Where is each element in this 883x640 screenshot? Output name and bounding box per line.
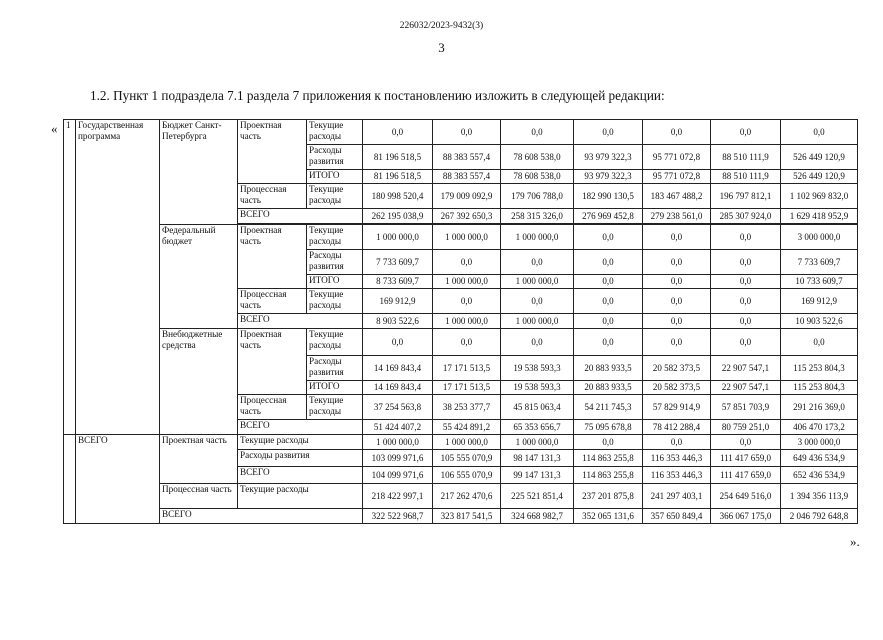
item-itogo-cell: ИТОГО [307, 170, 363, 184]
item-current-cell: Текущие расходы [307, 225, 363, 250]
value-cell: 3 000 000,0 [781, 225, 858, 250]
value-cell: 10 733 609,7 [781, 275, 858, 289]
item-itogo-cell: ИТОГО [307, 275, 363, 289]
value-cell: 241 297 403,1 [643, 484, 711, 509]
value-cell: 93 979 322,3 [574, 145, 643, 170]
value-cell: 526 449 120,9 [781, 170, 858, 184]
value-cell: 225 521 851,4 [501, 484, 574, 509]
value-cell: 366 067 175,0 [711, 509, 781, 524]
value-cell: 267 392 650,3 [433, 209, 501, 224]
value-cell: 8 733 609,7 [363, 275, 433, 289]
value-cell: 0,0 [711, 275, 781, 289]
value-cell: 22 907 547,1 [711, 356, 781, 381]
value-cell: 7 733 609,7 [781, 250, 858, 275]
value-cell: 1 102 969 832,0 [781, 184, 858, 209]
value-cell: 114 863 255,8 [574, 450, 643, 467]
value-cell: 217 262 470,6 [433, 484, 501, 509]
value-cell: 0,0 [574, 329, 643, 356]
value-cell: 0,0 [643, 120, 711, 145]
value-cell: 65 353 656,7 [501, 420, 574, 435]
value-cell: 88 383 557,4 [433, 145, 501, 170]
value-cell: 1 000 000,0 [501, 225, 574, 250]
closing-quote: ». [850, 534, 860, 549]
value-cell: 276 969 452,8 [574, 209, 643, 224]
value-cell: 0,0 [574, 289, 643, 314]
value-cell: 526 449 120,9 [781, 145, 858, 170]
value-cell: 0,0 [711, 435, 781, 450]
value-cell: 0,0 [433, 250, 501, 275]
value-cell: 54 211 745,3 [574, 395, 643, 420]
value-cell: 0,0 [574, 120, 643, 145]
value-cell: 0,0 [574, 314, 643, 329]
value-cell: 0,0 [363, 329, 433, 356]
item-current-cell: Текущие расходы [238, 484, 363, 509]
value-cell: 111 417 659,0 [711, 450, 781, 467]
item-itogo-cell: ИТОГО [307, 381, 363, 395]
value-cell: 258 315 326,0 [501, 209, 574, 224]
value-cell: 0,0 [501, 120, 574, 145]
value-cell: 406 470 173,2 [781, 420, 858, 435]
value-cell: 285 307 924,0 [711, 209, 781, 224]
value-cell: 10 903 522,6 [781, 314, 858, 329]
value-cell: 0,0 [643, 435, 711, 450]
value-cell: 357 650 849,4 [643, 509, 711, 524]
source-federal-cell: Федеральный бюджет [160, 225, 238, 329]
item-vsego-cell: ВСЕГО [238, 420, 363, 435]
value-cell: 51 424 407,2 [363, 420, 433, 435]
value-cell: 1 000 000,0 [501, 275, 574, 289]
value-cell: 323 817 541,5 [433, 509, 501, 524]
value-cell: 45 815 063,4 [501, 395, 574, 420]
value-cell: 88 510 111,9 [711, 145, 781, 170]
value-cell: 88 510 111,9 [711, 170, 781, 184]
value-cell: 88 383 557,4 [433, 170, 501, 184]
part-project-cell: Проектная часть [238, 225, 307, 289]
part-process-cell: Процессная часть [160, 484, 238, 509]
value-cell: 1 394 356 113,9 [781, 484, 858, 509]
value-cell: 1 629 418 952,9 [781, 209, 858, 224]
value-cell: 1 000 000,0 [363, 225, 433, 250]
value-cell: 116 353 446,3 [643, 450, 711, 467]
item-development-cell: Расходы развития [238, 450, 363, 467]
value-cell: 179 009 092,9 [433, 184, 501, 209]
item-development-cell: Расходы развития [307, 145, 363, 170]
value-cell: 0,0 [711, 329, 781, 356]
value-cell: 55 424 891,2 [433, 420, 501, 435]
value-cell: 180 998 520,4 [363, 184, 433, 209]
value-cell: 114 863 255,8 [574, 467, 643, 484]
value-cell: 0,0 [781, 120, 858, 145]
part-project-cell: Проектная часть [238, 120, 307, 184]
value-cell: 0,0 [433, 329, 501, 356]
item-current-cell: Текущие расходы [307, 395, 363, 420]
value-cell: 78 412 288,4 [643, 420, 711, 435]
value-cell: 0,0 [643, 289, 711, 314]
opening-quote: « [51, 121, 58, 136]
value-cell: 20 883 933,5 [574, 381, 643, 395]
value-cell: 20 883 933,5 [574, 356, 643, 381]
value-cell: 0,0 [574, 435, 643, 450]
value-cell: 98 147 131,3 [501, 450, 574, 467]
value-cell: 78 608 538,0 [501, 145, 574, 170]
value-cell: 0,0 [574, 275, 643, 289]
value-cell: 57 829 914,9 [643, 395, 711, 420]
value-cell: 0,0 [433, 120, 501, 145]
value-cell: 0,0 [643, 225, 711, 250]
value-cell: 0,0 [643, 275, 711, 289]
value-cell: 0,0 [501, 289, 574, 314]
value-cell: 17 171 513,5 [433, 356, 501, 381]
item-vsego-cell: ВСЕГО [238, 209, 363, 224]
item-current-cell: Текущие расходы [307, 184, 363, 209]
item-current-cell: Текущие расходы [307, 289, 363, 314]
item-current-cell: Текущие расходы [307, 120, 363, 145]
value-cell: 0,0 [501, 329, 574, 356]
value-cell: 0,0 [711, 120, 781, 145]
value-cell: 19 538 593,3 [501, 356, 574, 381]
value-cell: 7 733 609,7 [363, 250, 433, 275]
value-cell: 81 196 518,5 [363, 145, 433, 170]
value-cell: 0,0 [363, 120, 433, 145]
value-cell: 324 668 982,7 [501, 509, 574, 524]
source-extrabudget-cell: Внебюджетные средства [160, 329, 238, 435]
value-cell: 169 912,9 [781, 289, 858, 314]
value-cell: 0,0 [501, 250, 574, 275]
value-cell: 103 099 971,6 [363, 450, 433, 467]
item-development-cell: Расходы развития [307, 250, 363, 275]
value-cell: 322 522 968,7 [363, 509, 433, 524]
value-cell: 1 000 000,0 [433, 435, 501, 450]
value-cell: 0,0 [643, 314, 711, 329]
item-current-cell: Текущие расходы [238, 435, 363, 450]
value-cell: 179 706 788,0 [501, 184, 574, 209]
value-cell: 352 065 131,6 [574, 509, 643, 524]
part-project-cell: Проектная часть [160, 435, 238, 484]
amendment-paragraph: 1.2. Пункт 1 подраздела 7.1 раздела 7 приложения к постановлению изложить в следующей редакции: [90, 88, 665, 103]
value-cell: 8 903 522,6 [363, 314, 433, 329]
value-cell: 93 979 322,3 [574, 170, 643, 184]
value-cell: 20 582 373,5 [643, 356, 711, 381]
value-cell: 116 353 446,3 [643, 467, 711, 484]
value-cell: 1 000 000,0 [433, 314, 501, 329]
value-cell: 95 771 072,8 [643, 145, 711, 170]
value-cell: 0,0 [433, 289, 501, 314]
value-cell: 0,0 [711, 250, 781, 275]
value-cell: 0,0 [711, 225, 781, 250]
part-process-cell: Процессная часть [238, 184, 307, 209]
item-vsego-cell: ВСЕГО [238, 314, 363, 329]
value-cell: 14 169 843,4 [363, 381, 433, 395]
value-cell: 182 990 130,5 [574, 184, 643, 209]
value-cell: 1 000 000,0 [501, 435, 574, 450]
value-cell: 78 608 538,0 [501, 170, 574, 184]
value-cell: 99 147 131,3 [501, 467, 574, 484]
value-cell: 0,0 [574, 225, 643, 250]
value-cell: 14 169 843,4 [363, 356, 433, 381]
item-vsego-cell: ВСЕГО [238, 467, 363, 484]
value-cell: 57 851 703,9 [711, 395, 781, 420]
value-cell: 1 000 000,0 [433, 275, 501, 289]
value-cell: 37 254 563,8 [363, 395, 433, 420]
row-number-cell: 1 [64, 120, 76, 435]
value-cell: 2 046 792 648,8 [781, 509, 858, 524]
item-vsego-cell: ВСЕГО [160, 509, 363, 524]
value-cell: 115 253 804,3 [781, 381, 858, 395]
value-cell: 262 195 038,9 [363, 209, 433, 224]
value-cell: 254 649 516,0 [711, 484, 781, 509]
value-cell: 0,0 [711, 289, 781, 314]
value-cell: 105 555 070,9 [433, 450, 501, 467]
value-cell: 237 201 875,8 [574, 484, 643, 509]
value-cell: 115 253 804,3 [781, 356, 858, 381]
item-development-cell: Расходы развития [307, 356, 363, 381]
value-cell: 106 555 070,9 [433, 467, 501, 484]
value-cell: 75 095 678,8 [574, 420, 643, 435]
value-cell: 0,0 [643, 329, 711, 356]
value-cell: 0,0 [781, 329, 858, 356]
blank-cell [64, 435, 76, 524]
value-cell: 111 417 659,0 [711, 467, 781, 484]
value-cell: 80 759 251,0 [711, 420, 781, 435]
value-cell: 0,0 [711, 314, 781, 329]
value-cell: 218 422 997,1 [363, 484, 433, 509]
value-cell: 652 436 534,9 [781, 467, 858, 484]
value-cell: 1 000 000,0 [363, 435, 433, 450]
item-current-cell: Текущие расходы [307, 329, 363, 356]
value-cell: 196 797 812,1 [711, 184, 781, 209]
value-cell: 291 216 369,0 [781, 395, 858, 420]
value-cell: 0,0 [643, 250, 711, 275]
source-spb-cell: Бюджет Санкт-Петербурга [160, 120, 238, 225]
part-process-cell: Процессная часть [238, 289, 307, 314]
value-cell: 22 907 547,1 [711, 381, 781, 395]
value-cell: 1 000 000,0 [501, 314, 574, 329]
value-cell: 169 912,9 [363, 289, 433, 314]
page-number: 3 [438, 40, 445, 55]
value-cell: 3 000 000,0 [781, 435, 858, 450]
value-cell: 183 467 488,2 [643, 184, 711, 209]
value-cell: 95 771 072,8 [643, 170, 711, 184]
value-cell: 20 582 373,5 [643, 381, 711, 395]
value-cell: 81 196 518,5 [363, 170, 433, 184]
total-label-cell: ВСЕГО [76, 435, 160, 524]
part-process-cell: Процессная часть [238, 395, 307, 420]
budget-table [63, 119, 858, 524]
program-name-cell: Государственная программа [76, 120, 160, 435]
part-project-cell: Проектная часть [238, 329, 307, 395]
value-cell: 19 538 593,3 [501, 381, 574, 395]
value-cell: 649 436 534,9 [781, 450, 858, 467]
value-cell: 104 099 971,6 [363, 467, 433, 484]
document-number: 226032/2023-9432(3) [399, 21, 484, 31]
value-cell: 1 000 000,0 [433, 225, 501, 250]
value-cell: 0,0 [574, 250, 643, 275]
value-cell: 279 238 561,0 [643, 209, 711, 224]
value-cell: 38 253 377,7 [433, 395, 501, 420]
value-cell: 17 171 513,5 [433, 381, 501, 395]
